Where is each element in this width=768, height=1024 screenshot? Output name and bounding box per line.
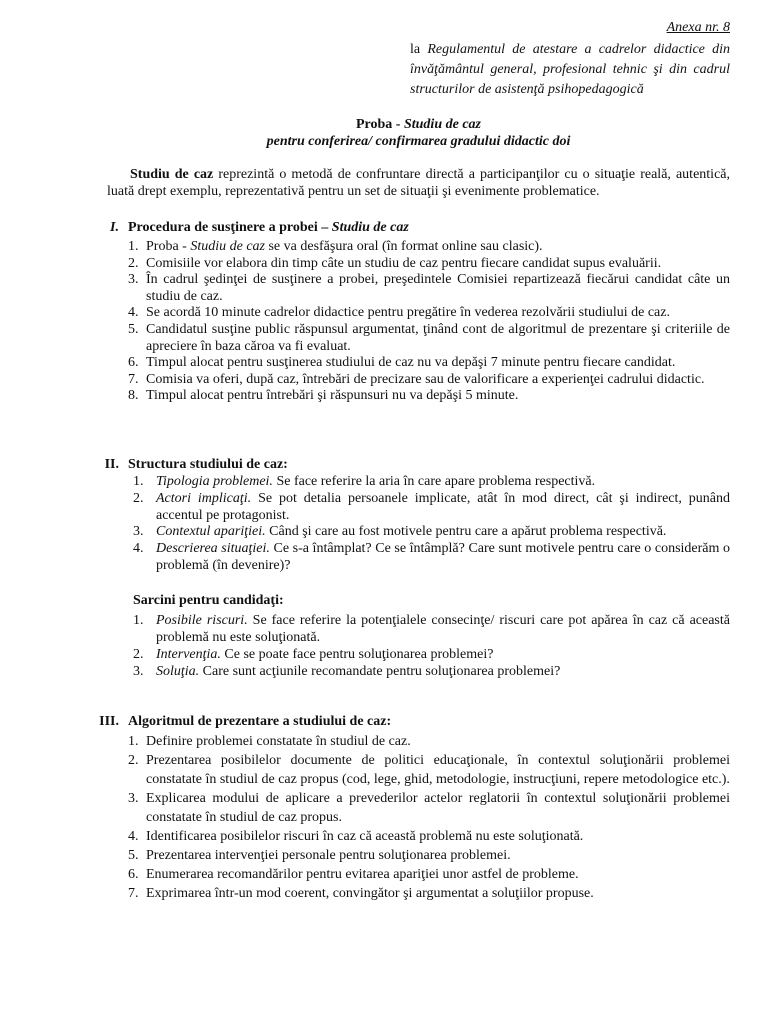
procedure-list — [128, 239, 730, 405]
item-number: 6. — [128, 866, 139, 882]
item-text: Identificarea posibilelor riscuri în caz că această problemă nu este soluţionată. — [146, 828, 584, 844]
section-heading — [97, 219, 730, 237]
item-lead: Intervenţia. — [156, 646, 221, 662]
list-item — [128, 789, 730, 827]
item-body: Se pot detalia persoanele implicate, atât în mod direct, cât şi indirect, punând accentul pe protagonist. — [156, 490, 730, 523]
section-title: Structura studiului de caz: — [128, 457, 288, 472]
list-item — [128, 305, 730, 322]
item-text — [156, 524, 730, 541]
list-item — [128, 372, 730, 389]
item-text: Prezentarea posibilelor documente de politici educaţionale, în contextul soluţionării problemei constatate în studiul de caz propus (cod, lege, ghid, metodologie, instrucţiuni, repere metodologice etc.). — [146, 752, 730, 787]
list-item — [128, 827, 730, 846]
list-item — [128, 388, 730, 405]
section-number: I. — [110, 220, 119, 235]
intro-text: reprezintă o metodă de confruntare directă a participanţilor cu o situaţie reală, autentică, luată drept exemplu, reprezentativă pentru un set de situaţii şi evenimente problematice. — [107, 167, 730, 199]
list-item — [128, 846, 730, 865]
item-number: 2. — [128, 255, 139, 271]
item-number: 3. — [133, 524, 144, 540]
tasks-heading: Sarcini pentru candidaţi: — [133, 593, 284, 608]
section-title-italic: Studiu de caz — [331, 220, 409, 235]
list-item — [133, 612, 730, 646]
item-lead: Contextul apariţiei. — [156, 524, 266, 540]
title-subtitle — [107, 133, 730, 150]
item-text — [156, 541, 730, 575]
item-text: Se acordă 10 minute cadrelor didactice pentru pregătire în vederea rezolvării studiului de caz. — [146, 305, 670, 321]
candidate-tasks — [133, 592, 730, 680]
structure-list — [133, 474, 730, 575]
list-item — [128, 865, 730, 884]
item-text: Prezentarea intervenţiei personale pentru soluţionarea problemei. — [146, 847, 511, 863]
item-text — [156, 646, 730, 663]
tasks-list — [133, 612, 730, 680]
item-number: 4. — [133, 541, 144, 557]
item-body: Ce se poate face pentru soluţionarea problemei? — [220, 646, 494, 662]
section-number: III. — [99, 714, 119, 729]
item-italic: Studiu de caz — [190, 239, 265, 254]
list-item — [128, 884, 730, 903]
title-line — [107, 116, 730, 133]
section-heading — [97, 713, 730, 731]
item-text — [156, 474, 730, 491]
item-text — [156, 491, 730, 525]
item-text: Comisia va oferi, după caz, întrebări de precizare sau de valorificare a experienţei cadrului didactic. — [146, 371, 705, 387]
item-lead: Soluţia. — [156, 663, 200, 679]
item-body: se va desfăşura oral (în format online sau clasic). — [264, 239, 543, 254]
item-text — [156, 612, 730, 646]
item-body: Ce s-a întâmplat? Ce se întâmplă? Care sunt motivele pentru care o considerăm o problemă (în devenire)? — [156, 541, 730, 573]
section-title-text: Procedura de susţinere a probei – — [128, 220, 332, 235]
item-text: Timpul alocat pentru întrebări şi răspunsuri nu va depăşi 5 minute. — [146, 388, 519, 404]
item-number: 4. — [128, 828, 139, 844]
item-number: 3. — [128, 272, 139, 288]
item-text: Definire problemei constatate în studiul de caz. — [146, 733, 411, 749]
item-number: 6. — [128, 355, 139, 371]
list-item — [133, 646, 730, 663]
item-number: 8. — [128, 388, 139, 404]
list-item — [128, 732, 730, 751]
item-number: 1. — [128, 239, 139, 254]
section-structure — [97, 456, 730, 575]
section-number: II. — [104, 457, 119, 472]
algorithm-list — [128, 732, 730, 903]
intro-term: Studiu de caz — [130, 167, 214, 182]
list-item — [133, 491, 730, 525]
item-number: 2. — [133, 646, 144, 662]
section-title — [128, 219, 409, 237]
section-heading — [97, 456, 730, 474]
list-item — [128, 355, 730, 372]
item-lead: Posibile riscuri. — [156, 612, 248, 628]
item-body: Care sunt acţiunile recomandate pentru soluţionarea problemei? — [199, 663, 561, 679]
item-text: Exprimarea într-un mod coerent, convingător şi argumentat a soluţiilor propuse. — [146, 885, 594, 901]
item-number: 2. — [133, 490, 144, 506]
document-title — [107, 116, 730, 150]
item-number: 1. — [133, 474, 144, 489]
item-text: Comisiile vor elabora din timp câte un studiu de caz pentru fiecare candidat supus evaluării. — [146, 255, 662, 271]
list-item — [128, 256, 730, 273]
list-item — [128, 239, 730, 256]
item-body: Se face referire la potenţialele consecinţe/ riscuri care pot apărea în caz că această problemă nu este soluţionată. — [156, 612, 730, 645]
subtitle-text: pentru conferirea/ confirmarea gradului didactic doi — [266, 134, 571, 149]
list-item — [133, 474, 730, 491]
item-body: Când şi care au fost motivele pentru care a apărut problema respectivă. — [265, 524, 667, 540]
section-procedure — [97, 219, 730, 405]
item-number: 3. — [133, 663, 144, 679]
intro-paragraph — [107, 166, 730, 200]
item-lead: Descrierea situaţiei. — [156, 541, 270, 557]
item-text — [156, 663, 730, 680]
item-number: 5. — [128, 321, 139, 337]
item-number: 1. — [133, 612, 144, 628]
regulation-reference — [410, 40, 730, 100]
item-body: Se face referire la aria în care apare problema respectivă. — [272, 474, 596, 489]
list-item — [133, 524, 730, 541]
list-item — [133, 663, 730, 680]
section-title: Algoritmul de prezentare a studiului de caz: — [128, 714, 392, 729]
item-number: 5. — [128, 847, 139, 863]
item-text — [146, 239, 730, 256]
item-lead: Actori implicaţi. — [156, 490, 252, 506]
list-item — [128, 272, 730, 305]
list-item — [128, 751, 730, 789]
regulation-prefix: la — [410, 42, 428, 57]
item-text: În cadrul şedinţei de susţinere a probei, preşedintele Comisiei repartizează fiecărui candidat câte un studiu de caz. — [146, 272, 730, 304]
item-number: 7. — [128, 371, 139, 387]
item-text: Timpul alocat pentru susţinerea studiului de caz nu va depăşi 7 minute pentru fiecare candidat. — [146, 355, 676, 371]
title-prefix: Proba - — [356, 117, 404, 132]
list-item — [128, 322, 730, 355]
item-prefix: Proba - — [146, 239, 191, 254]
item-text: Candidatul susţine public răspunsul argumentat, ţinând cont de algoritmul de prezentare şi criteriile de apreciere în baza căroa va fi evaluat. — [146, 321, 730, 354]
item-number: 3. — [128, 790, 139, 806]
section-algorithm — [97, 713, 730, 903]
regulation-title: Regulamentul de atestare a cadrelor didactice din învăţământul general, profesional tehnic şi din cadrul structurilor de asistenţă psihopedagogică — [410, 42, 730, 97]
item-lead: Tipologia problemei. — [156, 474, 273, 489]
item-text: Explicarea modului de aplicare a prevederilor actelor reglatorii în contextul soluţionării problemei constatate în studiul de caz propus. — [146, 790, 730, 825]
annex-number: Anexa nr. 8 — [666, 20, 730, 35]
list-item — [133, 541, 730, 575]
item-number: 7. — [128, 885, 139, 901]
item-number: 1. — [128, 733, 139, 749]
item-text: Enumerarea recomandărilor pentru evitarea apariţiei unor astfel de probleme. — [146, 866, 579, 882]
title-italic: Studiu de caz — [403, 117, 481, 132]
item-number: 2. — [128, 752, 139, 768]
item-number: 4. — [128, 305, 139, 321]
